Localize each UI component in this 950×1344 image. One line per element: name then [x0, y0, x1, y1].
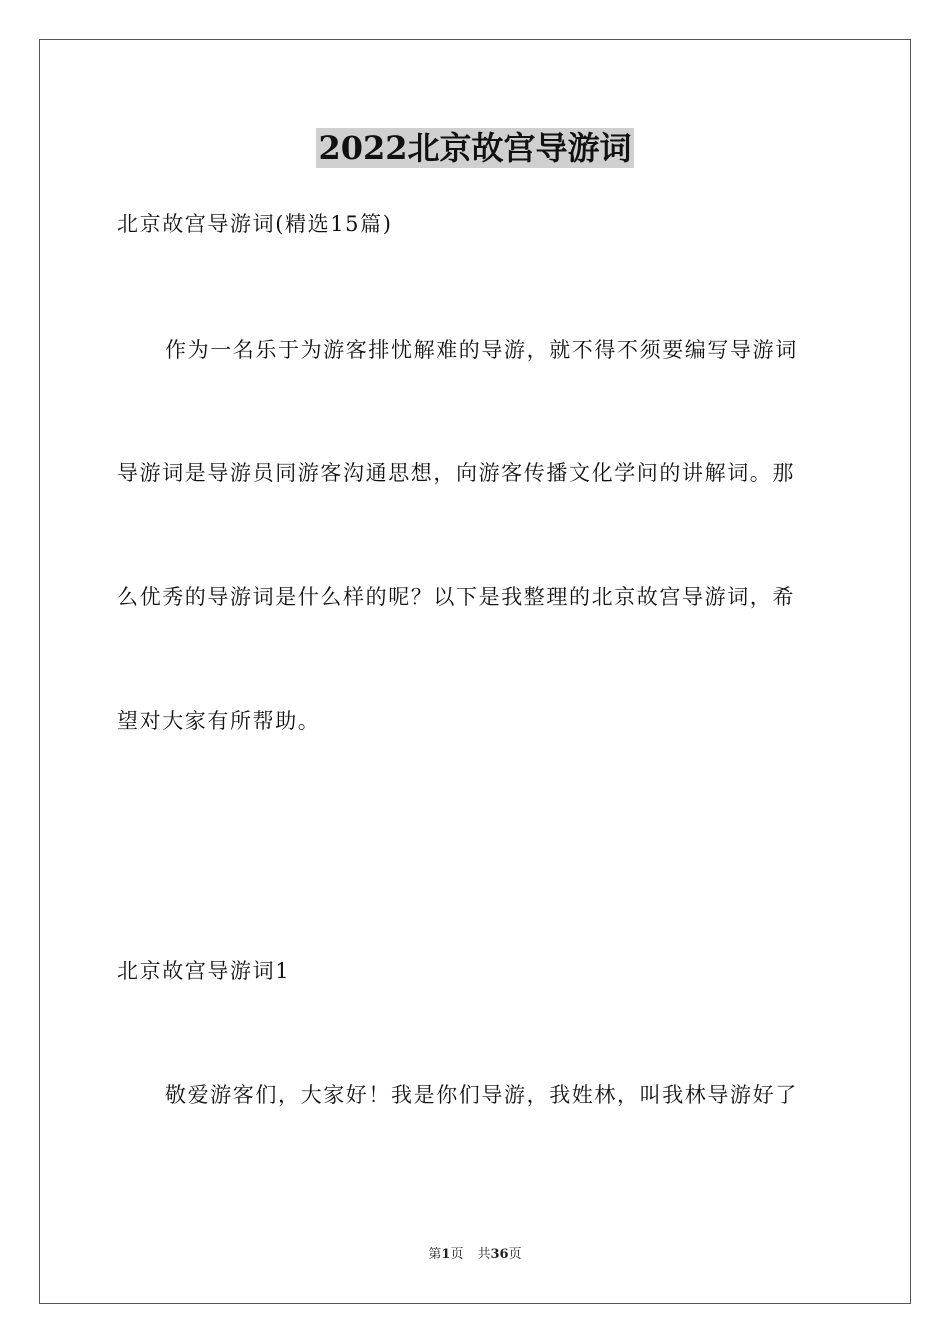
document-title: 2022北京故宫导游词	[318, 129, 632, 167]
section-first-line: 敬爱游客们，大家好！我是你们导游，我姓林，叫我林导游好了	[165, 1083, 798, 1107]
intro-line-3: 么优秀的导游词是什么样的呢？以下是我整理的北京故宫导游词，希	[117, 585, 795, 609]
footer-total-pages: 36	[490, 1247, 509, 1262]
footer-page-prefix: 第	[428, 1247, 442, 1262]
section-heading: 北京故宫导游词1	[117, 959, 291, 983]
intro-line-2: 导游词是导游员同游客沟通思想，向游客传播文化学问的讲解词。那	[117, 461, 795, 485]
document-subtitle: 北京故宫导游词(精选15篇)	[117, 212, 393, 236]
page-footer	[0, 1246, 950, 1264]
footer-page-suffix: 页	[450, 1247, 464, 1262]
footer-total-prefix: 共	[477, 1247, 491, 1262]
intro-line-1: 作为一名乐于为游客排忧解难的导游，就不得不须要编写导游词	[165, 338, 798, 362]
intro-line-4: 望对大家有所帮助。	[117, 709, 321, 733]
footer-page-number: 1	[441, 1247, 451, 1262]
title-container	[0, 128, 950, 168]
footer-total-suffix: 页	[508, 1247, 522, 1262]
